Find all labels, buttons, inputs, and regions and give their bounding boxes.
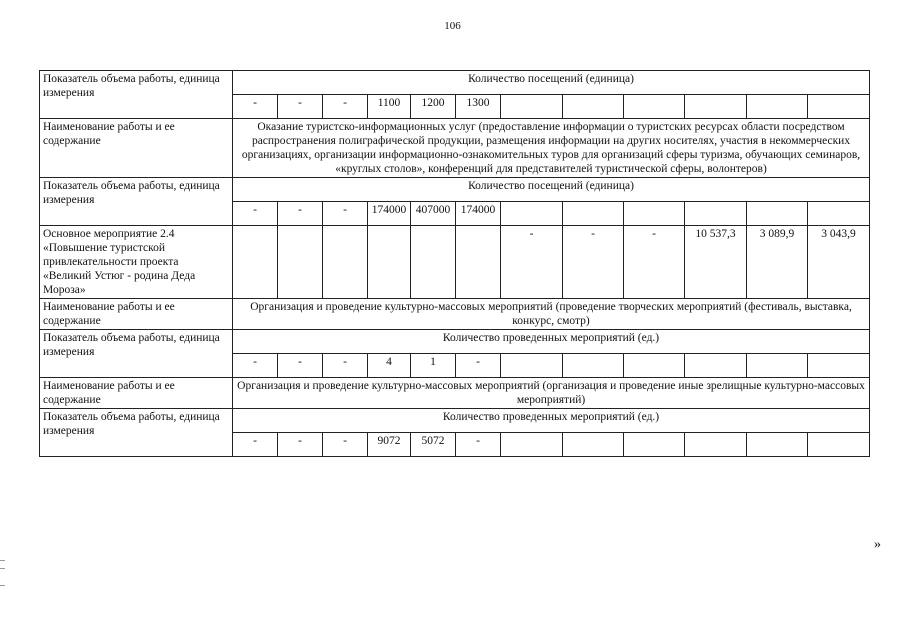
value-cell: 1100: [368, 95, 411, 119]
indicator-row: [40, 409, 870, 433]
value-cell: -: [323, 354, 368, 378]
closing-quote: »: [874, 537, 881, 552]
value-cell: 407000: [411, 202, 456, 226]
value-cell: -: [233, 202, 278, 226]
value-cell: -: [456, 354, 501, 378]
value-cell: -: [233, 95, 278, 119]
value-cell: [501, 433, 563, 457]
indicator-row: [40, 71, 870, 95]
margin-mark: [0, 585, 5, 586]
work-row: [40, 378, 870, 409]
value-cell: [747, 354, 808, 378]
value-cell: [563, 354, 624, 378]
margin-mark: [0, 560, 5, 561]
unit-header: Количество посещений (единица): [233, 71, 870, 95]
value-cell: [808, 202, 870, 226]
work-label: Наименование работы и ее содержание: [40, 119, 233, 178]
value-cell: [624, 202, 685, 226]
value-cell: [501, 202, 563, 226]
value-cell: [685, 433, 747, 457]
value-cell: [685, 95, 747, 119]
value-cell: [808, 95, 870, 119]
work-description: Организация и проведение культурно-массовых мероприятий (организация и проведение иные зрелищные культурно-массовых мероприятий): [233, 378, 870, 409]
value-cell: -: [278, 354, 323, 378]
work-description: Организация и проведение культурно-массовых мероприятий (проведение творческих мероприятий (фестиваль, выставка, конкурс, смотр): [233, 299, 870, 330]
value-cell: -: [323, 202, 368, 226]
value-cell: [685, 202, 747, 226]
event-value-cell: -: [624, 226, 685, 299]
indicator-label: Показатель объема работы, единица измерения: [40, 409, 233, 457]
work-row: [40, 119, 870, 178]
value-cell: [808, 354, 870, 378]
value-cell: 4: [368, 354, 411, 378]
unit-header: Количество проведенных мероприятий (ед.): [233, 330, 870, 354]
margin-mark: [0, 568, 5, 569]
value-cell: 174000: [368, 202, 411, 226]
indicator-label: Показатель объема работы, единица измерения: [40, 71, 233, 119]
event-label: Основное мероприятие 2.4 «Повышение туристской привлекательности проекта «Великий Устюг - родина Деда Мороза»: [40, 226, 233, 299]
work-row: [40, 299, 870, 330]
program-table: [39, 70, 870, 457]
value-cell: [747, 202, 808, 226]
value-cell: [563, 202, 624, 226]
work-label: Наименование работы и ее содержание: [40, 378, 233, 409]
value-cell: [747, 95, 808, 119]
page-number: 106: [444, 20, 461, 32]
event-value-cell: [411, 226, 456, 299]
value-cell: 1300: [456, 95, 501, 119]
indicator-label: Показатель объема работы, единица измерения: [40, 178, 233, 226]
event-value-cell: -: [563, 226, 624, 299]
value-cell: 5072: [411, 433, 456, 457]
value-cell: -: [456, 433, 501, 457]
indicator-row: [40, 330, 870, 354]
event-value-cell: -: [501, 226, 563, 299]
value-cell: [808, 433, 870, 457]
value-cell: -: [233, 433, 278, 457]
event-value-cell: 10 537,3: [685, 226, 747, 299]
event-value-cell: [233, 226, 278, 299]
value-cell: [747, 433, 808, 457]
event-value-cell: [323, 226, 368, 299]
value-cell: 9072: [368, 433, 411, 457]
value-cell: [501, 354, 563, 378]
event-value-cell: [278, 226, 323, 299]
value-cell: [501, 95, 563, 119]
value-cell: [624, 433, 685, 457]
event-value-cell: [368, 226, 411, 299]
value-cell: [563, 433, 624, 457]
event-row: [40, 226, 870, 299]
value-cell: 1200: [411, 95, 456, 119]
unit-header: Количество посещений (единица): [233, 178, 870, 202]
value-cell: 174000: [456, 202, 501, 226]
event-value-cell: 3 043,9: [808, 226, 870, 299]
value-cell: -: [233, 354, 278, 378]
indicator-label: Показатель объема работы, единица измерения: [40, 330, 233, 378]
value-cell: -: [323, 95, 368, 119]
value-cell: [624, 354, 685, 378]
indicator-row: [40, 178, 870, 202]
value-cell: -: [278, 95, 323, 119]
value-cell: [624, 95, 685, 119]
event-value-cell: [456, 226, 501, 299]
value-cell: -: [323, 433, 368, 457]
work-label: Наименование работы и ее содержание: [40, 299, 233, 330]
work-description: Оказание туристско-информационных услуг (предоставление информации о туристских ресурсах области посредством распространения полиграфической продукции, размещения информации на других носителях, участия в некоммерческих организациях, организации информационно-ознакомительных туров для организаций сферы туризма, обучающих семинаров, «круглых столов», конференций для представителей туристической сферы, волонтеров): [233, 119, 870, 178]
value-cell: 1: [411, 354, 456, 378]
event-value-cell: 3 089,9: [747, 226, 808, 299]
value-cell: -: [278, 202, 323, 226]
value-cell: [685, 354, 747, 378]
value-cell: -: [278, 433, 323, 457]
unit-header: Количество проведенных мероприятий (ед.): [233, 409, 870, 433]
value-cell: [563, 95, 624, 119]
